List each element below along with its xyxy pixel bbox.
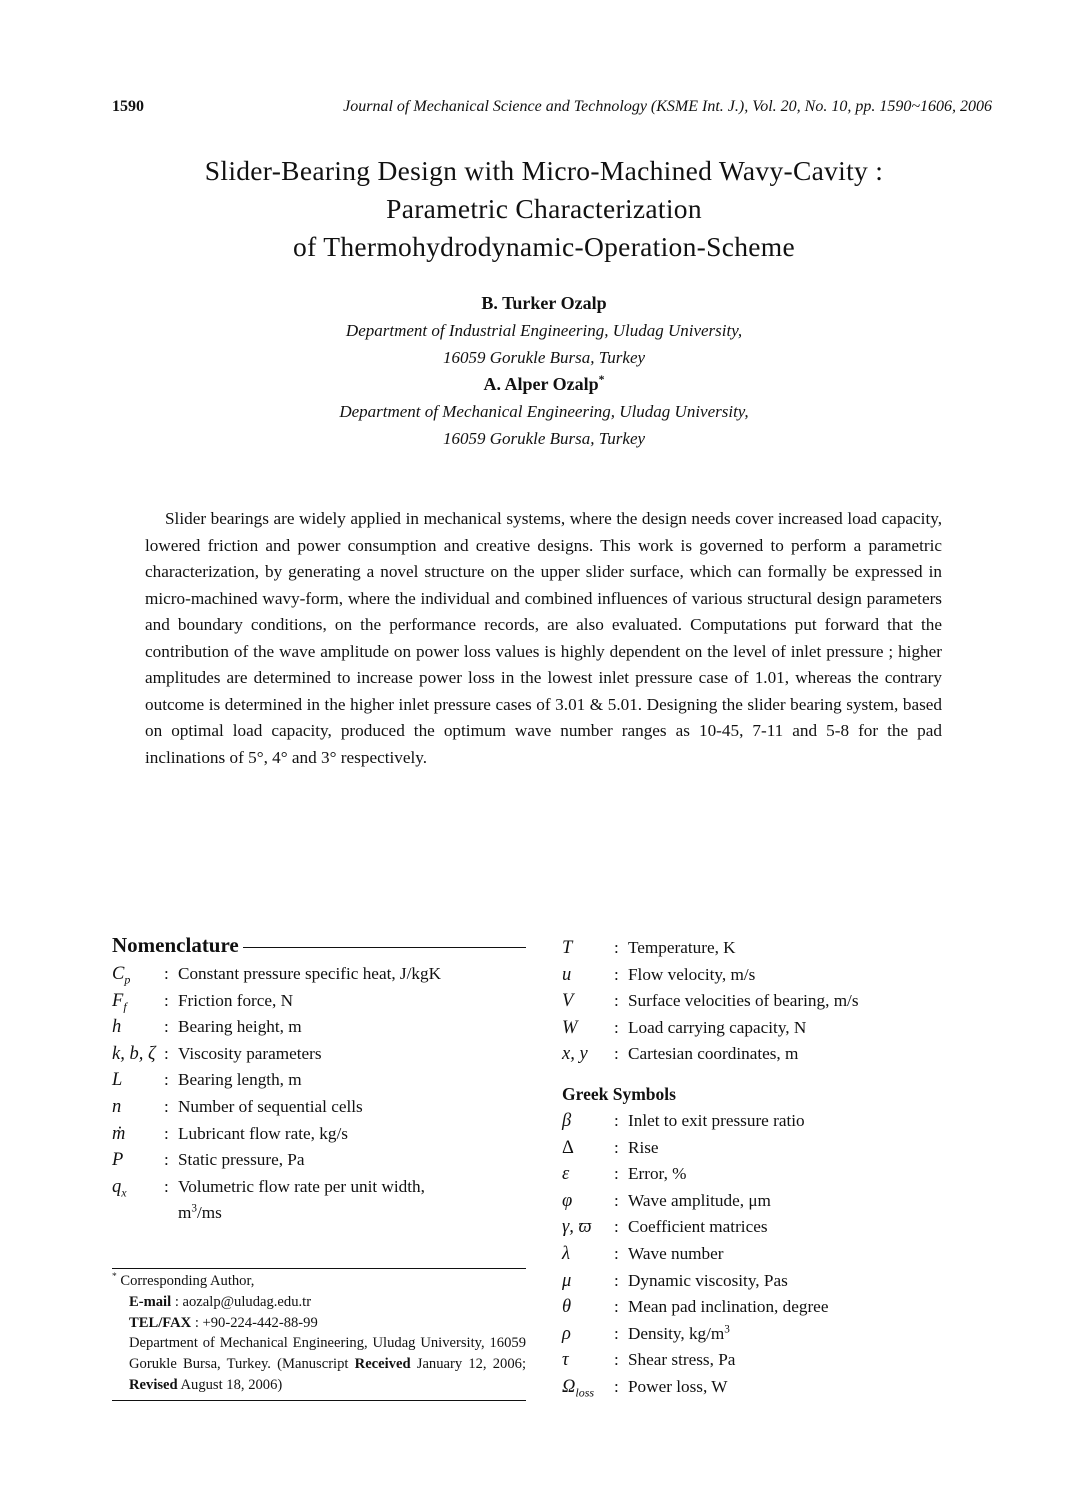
greek-entry: Δ : Rise [562, 1137, 659, 1158]
nomenclature-entry: x, y : Cartesian coordinates, m [562, 1044, 799, 1065]
greek-entry: ρ : Density, $kg/m^3$ [562, 1323, 730, 1344]
footnote-email: E-mail : aozalp@uludag.edu.tr [129, 1293, 312, 1310]
nomenclature-heading: Nomenclature [112, 933, 526, 958]
abstract: Slider bearings are widely applied in mechanical systems, where the design needs cover increased load capacity, lowered friction and power consumption and creative designs. This work is governed to perform a parametric characterization, by generating a novel structure on the upper slider surface, which can formally be expressed in micro-machined wavy-form, where the individual and combined influences of various structural design parameters and boundary conditions, on the performance records, are also evaluated. Computations put forward that the contribution of the wave amplitude on power loss values is highly dependent on the level of inlet pressure ; higher amplitudes are determined to increase power loss in the lowest inlet pressure case of 1.01, whereas the contrary outcome is determined in the higher inlet pressure cases of 3.01 & 5.01. Designing the slider bearing system, based on optimal load capacity, produced the optimum wave number ranges as 10-45, 7-11 and 5-8 for the pad inclinations of 5°, 4° and 3° respectively. [145, 509, 942, 767]
nomenclature-entry-continuation: $m^3/ms$ [178, 1202, 222, 1223]
heading-rule [243, 947, 526, 948]
title-line: Parametric Characterization [386, 193, 702, 224]
greek-symbols-list [562, 1108, 942, 1401]
title-line: Slider-Bearing Design with Micro-Machined Wavy-Cavity : [204, 155, 884, 186]
running-header [112, 98, 992, 116]
greek-entry: λ : Wave number [562, 1243, 724, 1264]
nomenclature-entry: ṁ : Lubricant flow rate, kg/s [112, 1123, 348, 1144]
nomenclature-entry: $C_p$ : Constant pressure specific heat, J/kgK [112, 964, 441, 987]
nomenclature-entry: k, b, ζ : Viscosity parameters [112, 1043, 322, 1064]
nomenclature-list-right [562, 935, 942, 1068]
author-affiliation: Department of Mechanical Engineering, Uludag University, [339, 402, 749, 421]
author-name: A. Alper Ozalp* [483, 373, 605, 394]
footnote-telfax: TEL/FAX : +90-224-442-88-99 [129, 1314, 318, 1331]
nomenclature-entry: n : Number of sequential cells [112, 1096, 363, 1117]
page-number: 1590 [112, 98, 144, 115]
author-name: B. Turker Ozalp [481, 293, 607, 313]
author-affiliation: Department of Industrial Engineering, Uludag University, [345, 321, 743, 340]
nomenclature-entry: $F_f$ : Friction force, N [112, 990, 294, 1014]
nomenclature-entry: $q_x$ : Volumetric flow rate per unit width, [112, 1176, 425, 1200]
author-block [0, 290, 1088, 452]
greek-entry: θ : Mean pad inclination, degree [562, 1297, 829, 1318]
author-affiliation: 16059 Gorukle Bursa, Turkey [442, 429, 646, 448]
nomenclature-entry: P : Static pressure, Pa [112, 1150, 305, 1171]
greek-entry: γ, ϖ : Coefficient matrices [562, 1217, 768, 1238]
greek-entry: ε : Error, % [562, 1164, 687, 1185]
nomenclature-entry: u : Flow velocity, m/s [562, 964, 756, 985]
greek-symbols-heading: Greek Symbols [562, 1084, 676, 1104]
greek-entry: τ : Shear stress, Pa [562, 1350, 736, 1371]
nomenclature-list-left [112, 961, 526, 1226]
greek-entry: $\Omega_{loss}$ : Power loss, W [562, 1376, 728, 1400]
nomenclature-entry: W : Load carrying capacity, N [562, 1017, 807, 1038]
footnote-address: Department of Mechanical Engineering, Uludag University, 16059 Gorukle Bursa, Turkey. (Manuscript Received January 12, 2006; Revised August 18, 2006) [129, 1335, 526, 1393]
footnote-corresponding: * Corresponding Author, [112, 1272, 255, 1289]
journal-citation: Journal of Mechanical Science and Technology (KSME Int. J.), Vol. 20, No. 10, pp. 1590~1606, 2006 [343, 98, 992, 115]
nomenclature-entry: h : Bearing height, m [112, 1017, 302, 1038]
title-line: of Thermohydrodynamic-Operation-Scheme [293, 231, 795, 262]
greek-entry: φ : Wave amplitude, μm [562, 1190, 771, 1211]
nomenclature-entry: T : Temperature, K [562, 938, 736, 958]
corresponding-author-footnote [112, 1268, 526, 1401]
author-affiliation: 16059 Gorukle Bursa, Turkey [442, 348, 646, 367]
greek-entry: β : Inlet to exit pressure ratio [562, 1111, 805, 1131]
greek-entry: μ : Dynamic viscosity, Pas [562, 1270, 788, 1291]
nomenclature-entry: L : Bearing length, m [112, 1070, 302, 1091]
nomenclature-entry: V : Surface velocities of bearing, m/s [562, 991, 859, 1012]
paper-title [0, 152, 1088, 266]
